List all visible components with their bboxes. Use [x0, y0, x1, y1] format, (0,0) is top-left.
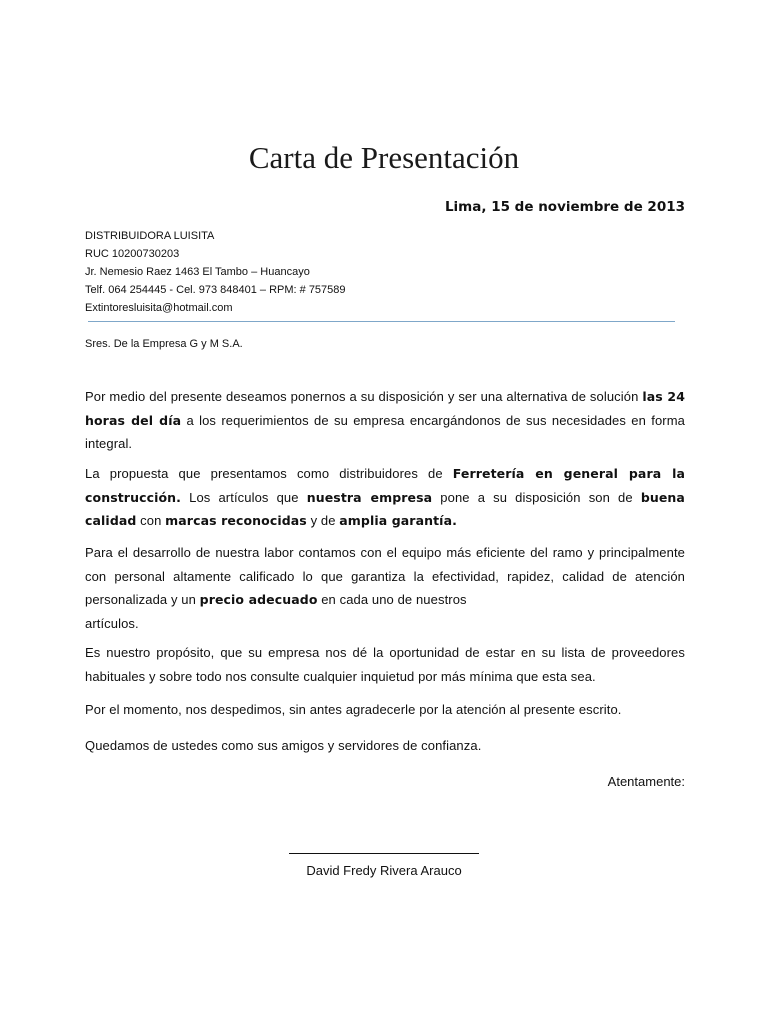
p1-text-1: Por medio del presente deseamos ponernos a su disposición y ser una alternativa de solución	[85, 389, 643, 404]
p2-bold-1: Ferretería en general para la construcción.	[85, 466, 685, 505]
letter-date: Lima, 15 de noviembre de 2013	[444, 199, 685, 215]
body-paragraph-6: Quedamos de ustedes como sus amigos y servidores de confianza.	[85, 738, 482, 753]
p2-text-4: con	[136, 513, 166, 528]
sender-email: Extintoresluisita@hotmail.com	[85, 302, 233, 314]
p2-bold-3: buena calidad	[85, 489, 685, 528]
body-paragraph-2	[85, 462, 685, 533]
p2-bold-2: nuestra empresa	[306, 489, 433, 505]
p1-bold-1: las 24 horas del día	[85, 389, 685, 428]
sender-phones: Telf. 064 254445 - Cel. 973 848401 – RPM: # 757589	[85, 284, 346, 296]
p1-text-2: a los requerimientos de su empresa encargándonos de sus necesidades en forma integral.	[85, 412, 685, 451]
letter-title: Carta de Presentación	[248, 140, 520, 175]
p3-text-3: artículos.	[85, 615, 139, 631]
p2-text-1: La propuesta que presentamos como distribuidores de	[85, 466, 453, 481]
p2-text-2: Los artículos que	[181, 489, 307, 505]
sender-company: DISTRIBUIDORA LUISITA	[85, 230, 215, 242]
sender-ruc: RUC 10200730203	[85, 248, 180, 260]
p2-bold-4: marcas reconocidas	[165, 513, 307, 528]
recipient-line: Sres. De la Empresa G y M S.A.	[85, 338, 243, 350]
closing-salutation: Atentamente:	[607, 774, 685, 789]
p2-text-5: y de	[306, 513, 340, 528]
body-paragraph-4: Es nuestro propósito, que su empresa nos dé la oportunidad de estar en su lista de proveedores habituales y sobre todo nos consulte cualquier inquietud por más mínima que esta sea.	[85, 645, 685, 684]
body-paragraph-1	[85, 385, 685, 456]
body-paragraph-3	[85, 541, 685, 635]
p3-bold-1: precio adecuado	[199, 592, 318, 607]
p2-text-3: pone a su disposición son de	[432, 489, 641, 505]
header-divider	[88, 321, 675, 322]
p3-text-1: Para el desarrollo de nuestra labor contamos con el equipo más eficiente del ramo y principalmente con personal altamente calificado lo que garantiza la efectividad, rapidez, calidad de atención personalizada y un	[85, 545, 685, 607]
signature-name: David Fredy Rivera Arauco	[306, 863, 462, 878]
body-paragraph-5: Por el momento, nos despedimos, sin antes agradecerle por la atención al presente escrito.	[85, 702, 622, 717]
sender-address: Jr. Nemesio Raez 1463 El Tambo – Huancayo	[85, 266, 310, 278]
signature-line	[289, 853, 479, 854]
p2-bold-5: amplia garantía.	[339, 513, 457, 528]
p3-text-2: en cada uno de nuestros	[317, 592, 467, 607]
